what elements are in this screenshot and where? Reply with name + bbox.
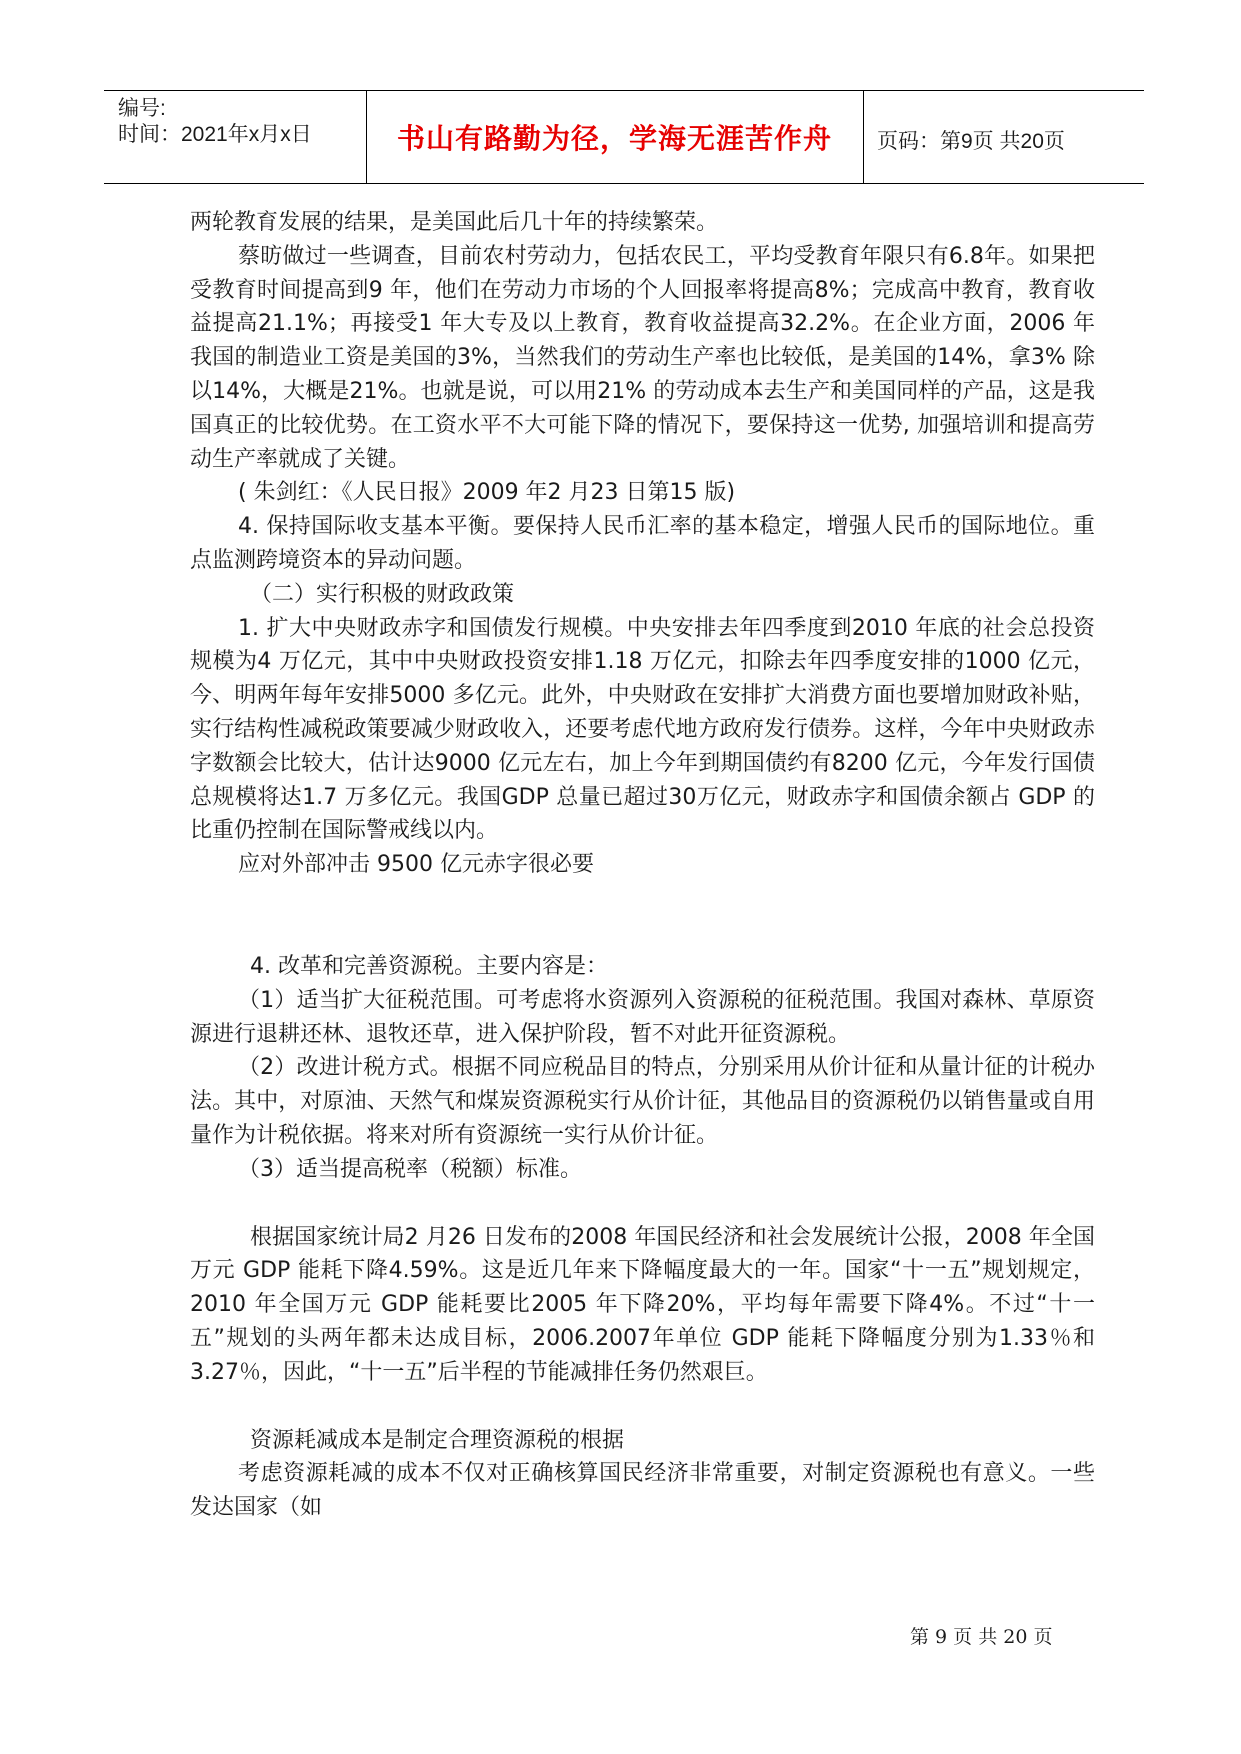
page-footer: 第 9 页 共 20 页 [910,1626,1053,1648]
paragraph: 4. 保持国际收支基本平衡。要保持人民币汇率的基本稳定，增强人民币的国际地位。重点监测跨境资本的异动问题。 [190,514,1095,573]
list-item: （1）适当扩大征税范围。可考虑将水资源列入资源税的征税范围。我国对森林、草原资源进行退耕还林、退牧还草，进入保护阶段，暂不对此开征资源税。 [190,987,1095,1047]
paragraph: 考虑资源耗减的成本不仅对正确核算国民经济非常重要，对制定资源税也有意义。一些发达国家（如 [190,1461,1095,1521]
paragraph: 4. 改革和完善资源税。主要内容是： [250,953,608,979]
subheading: 资源耗减成本是制定合理资源税的根据 [250,1427,625,1453]
paragraph: 1. 扩大中央财政赤字和国债发行规模。中央安排去年四季度到2010 年底的社会总投资规模为4 万亿元，其中中央财政投资安排1.18 万亿元，扣除去年四季度安排的1000 亿元，今、明两年每年安排5000 多亿元。此外，中央财政在安排扩大消费方面也要增加财政补贴，实行结构性减税政策要减少财政收入，还要考虑代地方政府发行债券。这样，今年中央财政赤字数额会比较大，估计达9000 亿元左右，加上今年到期国债约有8200 亿元，今年发行国债总规模将达1.7 万多亿元。我国GDP 总量已超过30万亿元，财政赤字和国债余额占 GDP 的比重仍控制在国际警戒线以内。 [190,615,1095,844]
page-header [104,90,1144,184]
header-page-cell [863,91,1144,183]
header-motto: 书山有路勤为径，学海无涯苦作舟 [396,122,832,155]
header-motto-cell [366,91,864,183]
paragraph: 两轮教育发展的结果，是美国此后几十年的持续繁荣。 [190,210,719,235]
document-number-label: 编号: [118,97,166,120]
paragraph: 根据国家统计局2 月26 日发布的2008 年国民经济和社会发展统计公报，2008 年全国万元 GDP 能耗下降4.59%。这是近几年来下降幅度最大的一年。国家“十一五”规划规定，2010 年全国万元 GDP 能耗要比2005 年下降20%，平均每年需要下降4%。不过“十一五”规划的头两年都未达成目标，2006.2007年单位 GDP 能耗下降幅度分别为1.33％和3.27％，因此，“十一五”后半程的节能减排任务仍然艰巨。 [190,1224,1095,1385]
list-item: （3）适当提高税率（税额）标准。 [238,1156,582,1182]
paragraph: 蔡昉做过一些调查，目前农村劳动力，包括农民工，平均受教育年限只有6.8年。如果把受教育时间提高到9 年，他们在劳动力市场的个人回报率将提高8%；完成高中教育，教育收益提高21.1%；再接受1 年大专及以上教育，教育收益提高32.2%。在企业方面，2006 年我国的制造业工资是美国的3%，当然我们的劳动生产率也比较低，是美国的14%，拿3% 除以14%，大概是21%。也就是说，可以用21% 的劳动成本去生产和美国同样的产品，这是我国真正的比较优势。在工资水平不大可能下降的情况下，要保持这一优势, 加强培训和提高劳动生产率就成了关键。 [190,243,1095,472]
citation: ( 朱剑红：《人民日报》2009 年2 月23 日第15 版) [238,480,736,506]
subheading: 应对外部冲击 9500 亿元赤字很必要 [238,852,594,878]
document-time-label: 时间：2021年x月x日 [118,123,312,146]
section-heading: （二）实行积极的财政政策 [250,581,515,607]
document-body [190,206,1095,1525]
header-page-info: 页码：第9页 共20页 [877,130,1065,153]
list-item: （2）改进计税方式。根据不同应税品目的特点，分别采用从价计征和从量计征的计税办法。其中，对原油、天然气和煤炭资源税实行从价计征，其他品目的资源税仍以销售量或自用量作为计税依据。将来对所有资源统一实行从价计征。 [190,1055,1095,1148]
header-meta-cell [104,91,367,183]
